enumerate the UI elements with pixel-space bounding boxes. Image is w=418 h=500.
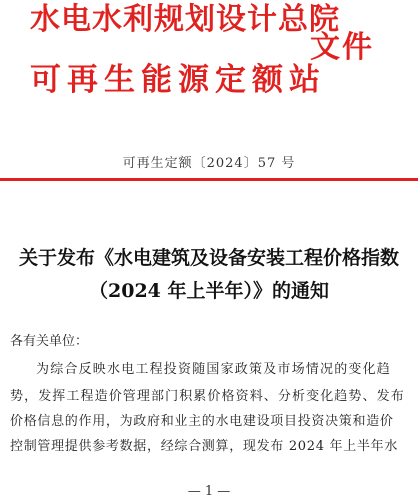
document-title-line-2: （2024 年上半年）》的通知 [89, 280, 329, 302]
document-number: 可再生定额〔2024〕57 号 [122, 156, 296, 171]
red-divider-line [0, 178, 418, 181]
salutation: 各有关单位： [10, 334, 89, 349]
body-paragraph-line-1: 为综合反映水电工程投资随国家政策及市场情况的变化趋 [36, 362, 392, 377]
body-paragraph-line-4: 控制管理提供参考数据，经综合测算，现发布 2024 年上半年水 [10, 439, 399, 454]
page-number: — 1 — [187, 484, 231, 499]
issuer-name-line-2: 可再生能源定额站 [30, 62, 326, 98]
issuer-name-line-1: 水电水利规划设计总院 [30, 2, 340, 37]
document-type-label: 文件 [310, 30, 374, 65]
body-paragraph-line-3: 价格信息的作用，为政府和业主的水电建设项目投资决策和造价 [10, 414, 394, 429]
body-paragraph-line-2: 势，发挥工程造价管理部门积累价格资料、分析变化趋势、发布 [10, 389, 405, 404]
document-title-line-1: 关于发布《水电建筑及设备安装工程价格指数 [18, 247, 399, 269]
